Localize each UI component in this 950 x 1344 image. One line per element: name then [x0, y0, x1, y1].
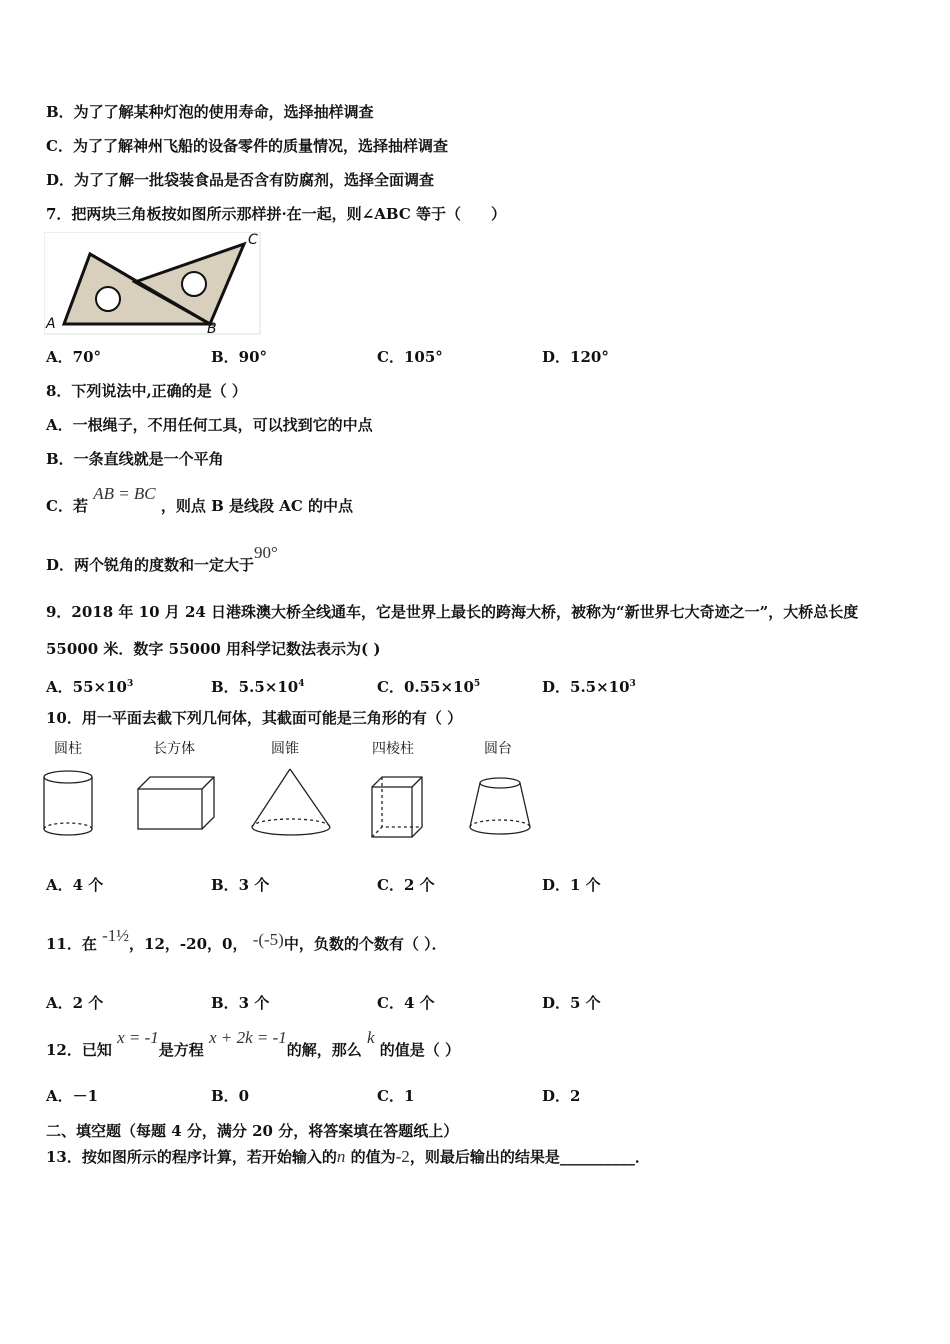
- q10-stem: 10．用一平面去截下列几何体，其截面可能是三角形的有（ ）: [46, 709, 463, 727]
- q8-option-b: B．一条直线就是一个平角: [46, 450, 224, 468]
- q12-option-c: C．1: [377, 1087, 415, 1105]
- exponent: 4: [298, 679, 305, 689]
- q9-option-a: [46, 674, 133, 697]
- mixed-fraction: -1½: [102, 926, 130, 945]
- q7-option-d: D．120°: [542, 348, 609, 366]
- q10-option-d: D．1 个: [542, 876, 601, 894]
- text: ，则最后输出的结果是__________．: [409, 1148, 650, 1166]
- text: 13．按如图所示的程序计算，若开始输入的: [46, 1148, 337, 1166]
- q8-option-d: [46, 543, 278, 575]
- exponent: 5: [473, 679, 481, 689]
- q11-option-c: C．4 个: [377, 994, 435, 1012]
- q6-option-b: B．为了了解某种灯泡的使用寿命，选择抽样调查: [46, 103, 374, 121]
- point-b-label: B: [207, 321, 217, 337]
- text: D．两个锐角的度数和一定大于: [46, 556, 255, 574]
- text: 是方程: [158, 1041, 204, 1059]
- text: C．0.55×10: [377, 678, 474, 696]
- text: ，则点 B 是线段 AC 的中点: [160, 497, 354, 515]
- text: 的值是（ ）: [379, 1041, 461, 1059]
- exponent: 3: [629, 679, 636, 689]
- text: 中，负数的个数有（ ）．: [283, 935, 447, 953]
- shape-label-prism: 四棱柱: [372, 741, 414, 757]
- q6-option-d: D．为了了解一批袋装食品是否含有防腐剂，选择全面调查: [46, 171, 435, 189]
- math-expression: AB = BC: [93, 484, 156, 503]
- q11-stem: [46, 926, 447, 954]
- text: 11．在: [46, 935, 97, 953]
- math-variable: k: [367, 1028, 375, 1047]
- q11-option-b: B．3 个: [211, 994, 270, 1012]
- q12-stem: [46, 1028, 461, 1060]
- text: B．5.5×10: [211, 678, 299, 696]
- math-value: -2: [395, 1147, 410, 1166]
- q12-option-d: D．2: [542, 1087, 581, 1105]
- text: A．55×10: [46, 678, 127, 696]
- q10-option-a: A．4 个: [46, 876, 104, 894]
- text: 12．已知: [46, 1041, 112, 1059]
- q13-stem: [46, 1147, 650, 1167]
- math-expression: x + 2k = -1: [209, 1028, 287, 1047]
- point-c-label: C: [248, 232, 258, 248]
- text: ，12，-20，0，: [129, 935, 248, 953]
- q8-option-c: [46, 484, 354, 516]
- q8-stem: 8．下列说法中,正确的是（ ）: [46, 382, 247, 400]
- q11-option-d: D．5 个: [542, 994, 601, 1012]
- math-expression: 90°: [254, 543, 278, 562]
- shape-label-frustum: 圆台: [484, 741, 512, 757]
- solids-figure: [40, 765, 540, 845]
- q10-option-b: B．3 个: [211, 876, 270, 894]
- q7-option-b: B．90°: [211, 348, 268, 366]
- text: 的值为: [350, 1148, 396, 1166]
- text: C．若: [46, 497, 88, 515]
- section-heading: 二、填空题（每题 4 分，满分 20 分，将答案填在答题纸上）: [46, 1122, 459, 1140]
- math-expression: x = -1: [117, 1028, 159, 1047]
- exponent: 3: [126, 679, 134, 689]
- q7-stem: 7．把两块三角板按如图所示那样拼·在一起，则∠ABC 等于（ ）: [46, 205, 506, 223]
- shape-label-cone: 圆锥: [271, 741, 299, 757]
- q7-option-c: C．105°: [377, 348, 443, 366]
- math-expression: -(-5): [252, 930, 284, 949]
- q12-option-b: B．0: [211, 1087, 250, 1105]
- q6-option-c: C．为了了解神州飞船的设备零件的质量情况，选择抽样调查: [46, 137, 448, 155]
- math-variable: n: [336, 1147, 346, 1166]
- text: D．5.5×10: [542, 678, 630, 696]
- q9-option-c: [377, 674, 480, 697]
- text: 的解，那么: [286, 1041, 362, 1059]
- q9-option-b: [211, 674, 304, 697]
- q11-option-a: A．2 个: [46, 994, 104, 1012]
- q9-stem-line1: 9．2018 年 10 月 24 日港珠澳大桥全线通车，它是世界上最长的跨海大桥，被称为“新世界七大奇迹之一”，大桥总长度: [46, 603, 859, 621]
- q10-option-c: C．2 个: [377, 876, 435, 894]
- shape-label-cylinder: 圆柱: [54, 741, 82, 757]
- shape-label-cuboid: 长方体: [153, 741, 195, 757]
- triangle-boards-figure: [44, 232, 264, 336]
- q8-option-a: A．一根绳子，不用任何工具，可以找到它的中点: [46, 416, 373, 434]
- point-a-label: A: [46, 316, 56, 332]
- q7-option-a: A．70°: [46, 348, 102, 366]
- q9-option-d: [542, 674, 636, 697]
- q9-stem-line2: 55000 米．数字 55000 用科学记数法表示为( ): [46, 640, 381, 658]
- q12-option-a: A．－1: [46, 1087, 99, 1105]
